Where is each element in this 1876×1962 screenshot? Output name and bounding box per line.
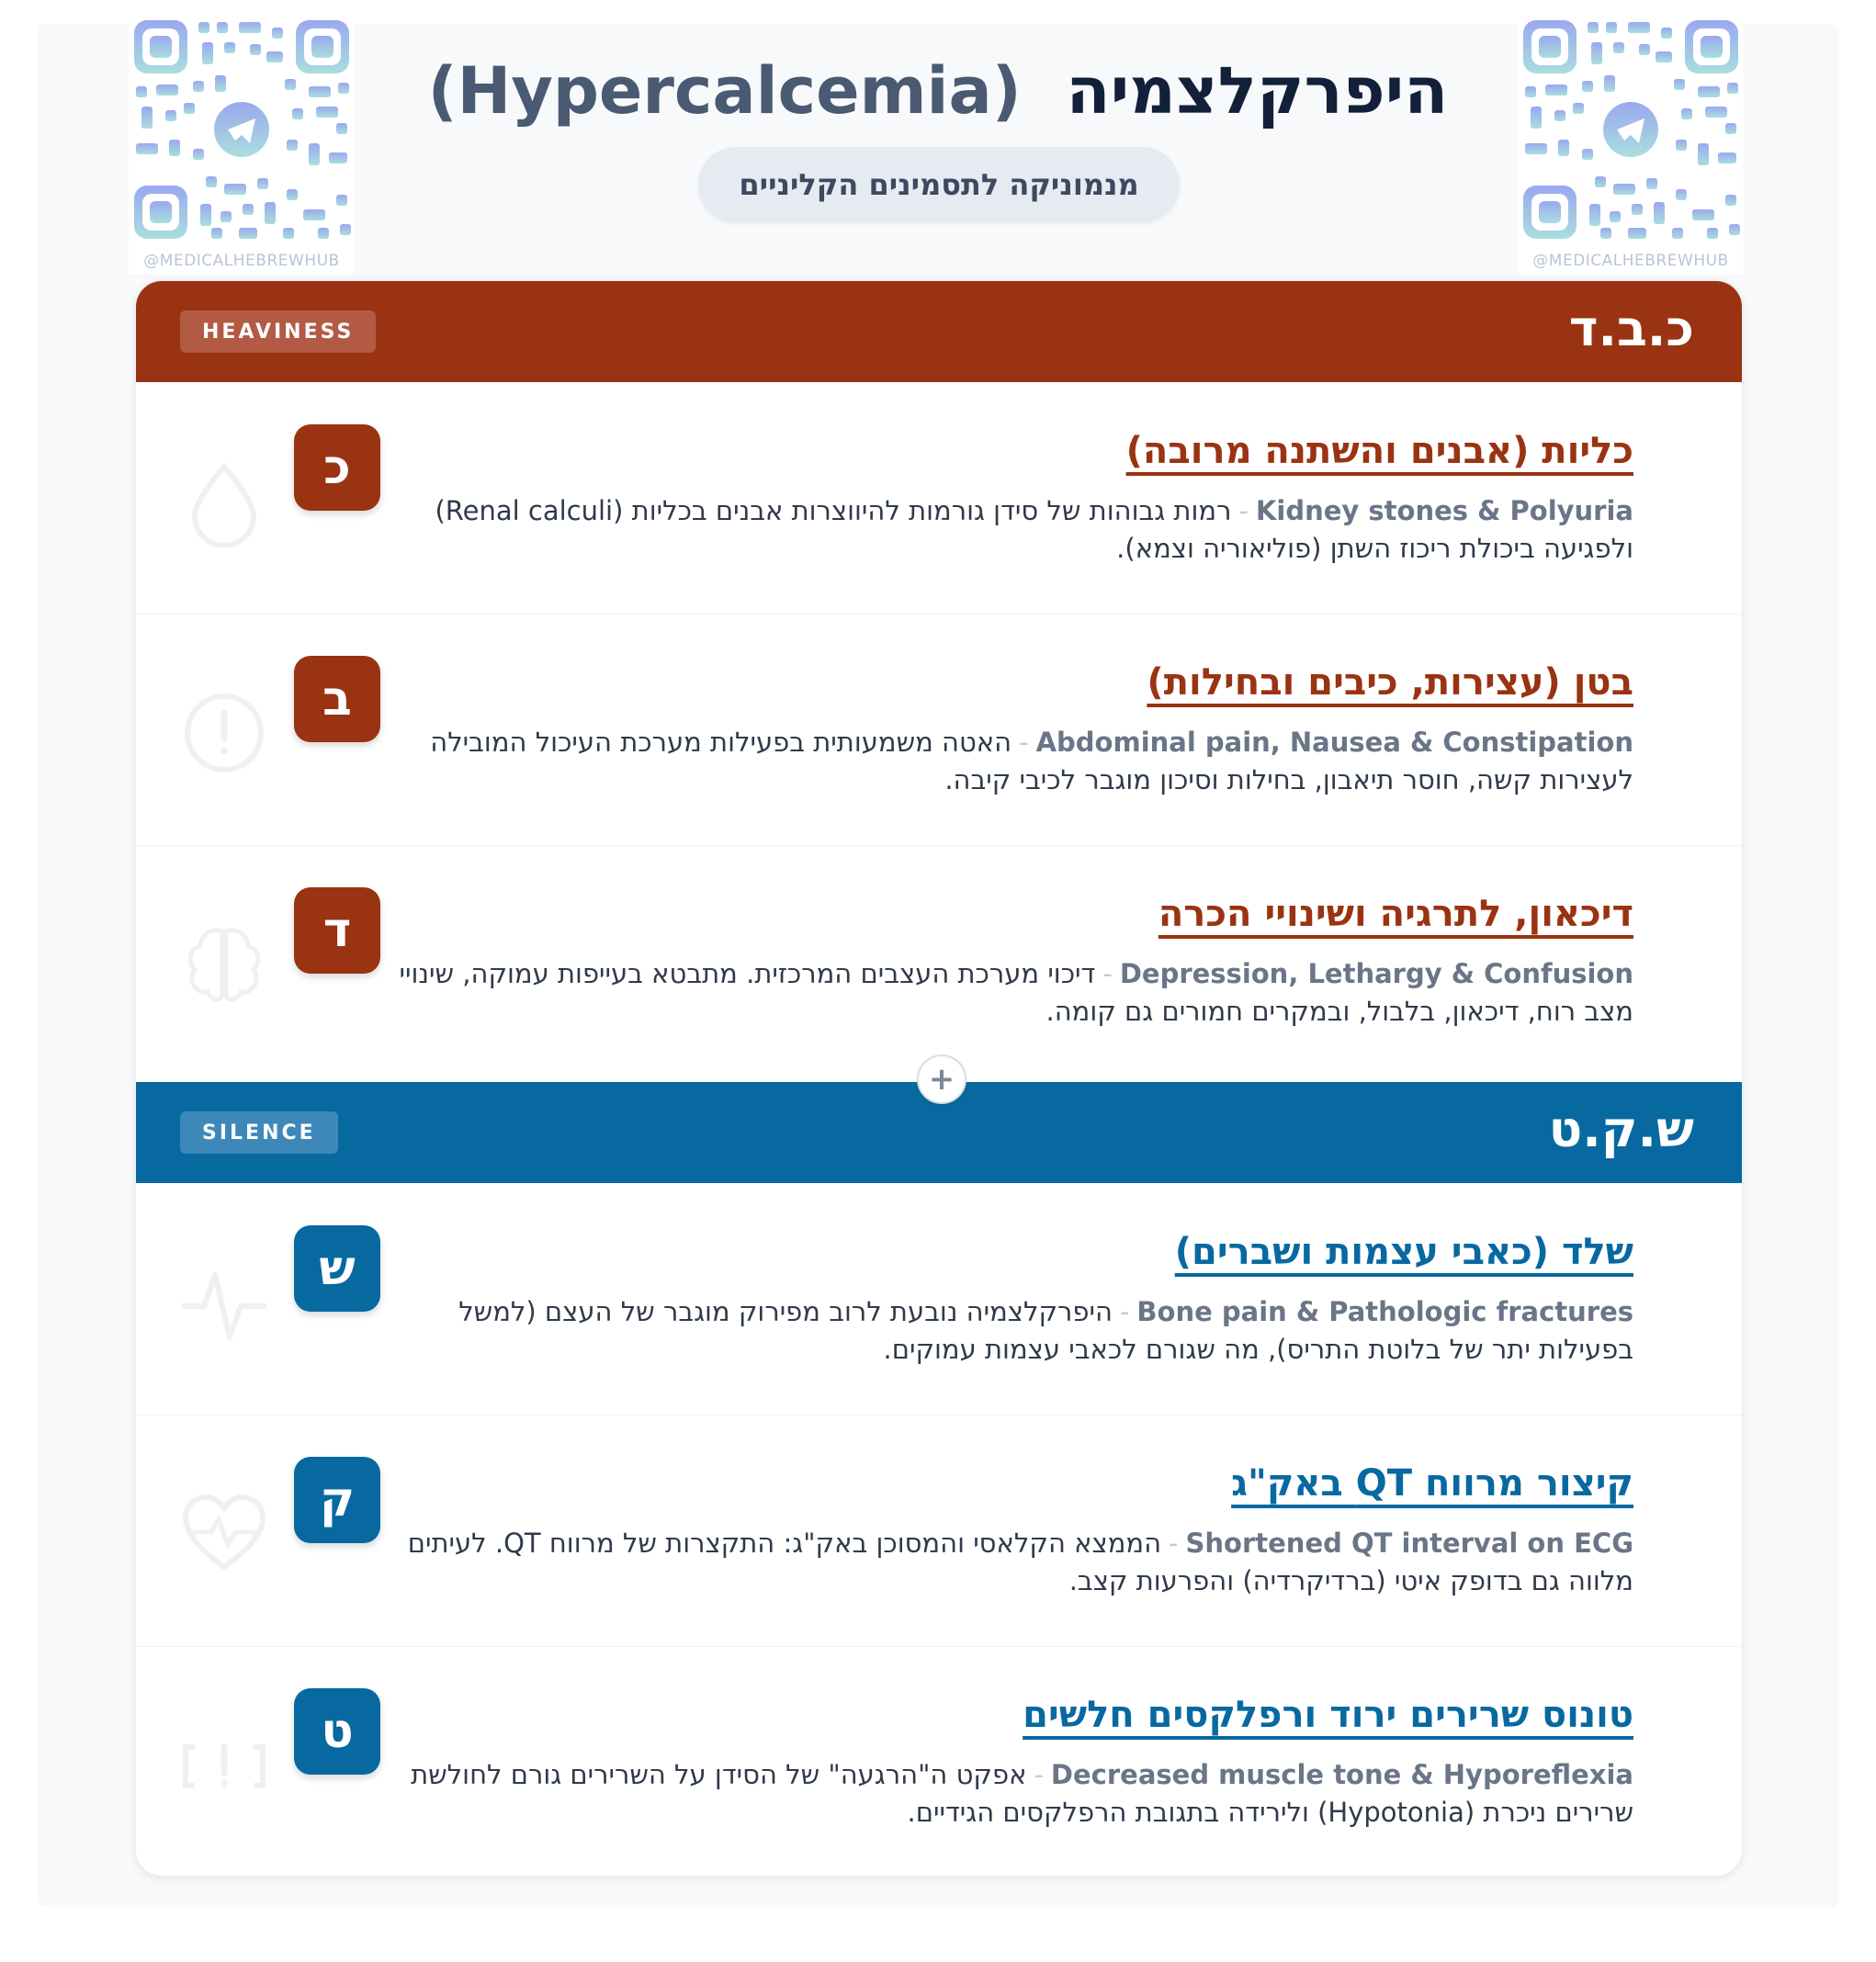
qr-code-left [129, 15, 355, 274]
item-description: Decreased muscle tone & Hyporeflexia-אפקט ה"הרגעה" של הסידן על השרירים גורם לחולשת שרירים ניכרת (Hypotonia) ולירידה בתגובת הרפלקסים הגידיים. [411, 1759, 1633, 1828]
item-description: Depression, Lethargy & Confusion-דיכוי מערכת העצבים המרכזית. מתבטא בעייפות עמוקה, שינויי מצב רוח, דיכאון, בלבול, ובמקרים חמורים גם קומה. [399, 958, 1633, 1027]
item-description: Bone pain & Pathologic fractures-היפרקלצמיה נובעת לרוב מפירוק מוגבר של העצם (למשל בפעילות יתר של בלוטת התריס), מה שגורם לכאבי עצמות עמוקים. [458, 1296, 1633, 1365]
section-tag: HEAVINESS [180, 310, 376, 353]
item-title: כליות (אבנים והשתנה מרובה) [1125, 430, 1633, 472]
letter-badge: ש [294, 1225, 380, 1312]
list-item [136, 382, 1742, 615]
letter-badge: ט [294, 1688, 380, 1775]
list-item [136, 845, 1742, 1077]
item-text: אפקט ה"הרגעה" של הסידן על השרירים גורם לחולשת שרירים ניכרת (Hypotonia) ולירידה בתגובת הרפלקסים הגידיים. [411, 1759, 1633, 1828]
letter-badge: כ [294, 424, 380, 511]
brain-icon [178, 919, 270, 1010]
item-english: Shortened QT interval on ECG [1185, 1528, 1633, 1559]
item-english: Decreased muscle tone & Hyporeflexia [1050, 1759, 1633, 1790]
list-item [136, 1646, 1742, 1876]
section-header-heaviness [136, 281, 1742, 382]
pulse-icon [178, 1257, 270, 1348]
plus-icon: + [917, 1054, 966, 1104]
item-description: Kidney stones & Polyuria-רמות גבוהות של סידן גורמות להיווצרות אבנים בכליות (Renal calculi) ולפגיעה ביכולת ריכוז השתן (פוליאוריה וצמא). [435, 495, 1633, 564]
section-letters: כ.ב.ד [1568, 299, 1694, 357]
item-title: קיצור מרווח QT באק"ג [1231, 1462, 1633, 1505]
item-title: דיכאון, לתרגיה ושינויי הכרה [1158, 893, 1633, 935]
item-title: בטן (עצירות, כיבים ובחילות) [1147, 661, 1633, 704]
item-text: האטה משמעותית בפעילות מערכת העיכול המובילה לעצירות קשה, חוסר תיאבון, בחילות וסיכון מוגבר לכיבי קיבה. [430, 727, 1633, 795]
reflex-icon [178, 1720, 270, 1811]
qr-code-icon [129, 15, 355, 244]
qr-code-right [1518, 15, 1744, 274]
item-description: Shortened QT interval on ECG-הממצא הקלאסי והמסוכן באק"ג: התקצרות של מרווח QT. לעיתים מלווה גם בדופק איטי (ברדיקרדיה) והפרעות קצב. [407, 1528, 1633, 1596]
item-description: Abdominal pain, Nausea & Constipation-האטה משמעותית בפעילות מערכת העיכול המובילה לעצירות קשה, חוסר תיאבון, בחילות וסיכון מוגבר לכיבי קיבה. [430, 727, 1633, 795]
letter-badge: ב [294, 656, 380, 742]
item-text: רמות גבוהות של סידן גורמות להיווצרות אבנים בכליות (Renal calculi) ולפגיעה ביכולת ריכוז השתן (פוליאוריה וצמא). [435, 495, 1633, 564]
letter-badge: ק [294, 1457, 380, 1543]
title-hebrew: היפרקלצמיה [1066, 53, 1449, 129]
alert-circle-icon [178, 687, 270, 779]
subtitle-pill: מנמוניקה לתסמינים הקליניים [698, 147, 1180, 222]
heart-pulse-icon [178, 1488, 270, 1580]
item-english: Bone pain & Pathologic fractures [1136, 1296, 1633, 1327]
section-tag: SILENCE [180, 1111, 338, 1154]
item-english: Kidney stones & Polyuria [1255, 495, 1633, 526]
item-text: הממצא הקלאסי והמסוכן באק"ג: התקצרות של מרווח QT. לעיתים מלווה גם בדופק איטי (ברדיקרדיה) והפרעות קצב. [407, 1528, 1633, 1596]
qr-code-icon [1518, 15, 1744, 244]
item-title: טונוס שרירים ירוד ורפלקסים חלשים [1023, 1694, 1633, 1736]
list-item [136, 1415, 1742, 1647]
qr-caption: @MEDICALHEBREWHUB [143, 252, 340, 270]
list-item [136, 1183, 1742, 1415]
item-text: דיכוי מערכת העצבים המרכזית. מתבטא בעייפות עמוקה, שינויי מצב רוח, דיכאון, בלבול, ובמקרים חמורים גם קומה. [399, 958, 1633, 1027]
letter-badge: ד [294, 887, 380, 974]
qr-caption: @MEDICALHEBREWHUB [1532, 252, 1729, 270]
item-english: Depression, Lethargy & Confusion [1119, 958, 1633, 989]
drop-icon [178, 456, 270, 547]
page-title [367, 53, 1509, 129]
item-english: Abdominal pain, Nausea & Constipation [1035, 727, 1633, 758]
item-title: שלד (כאבי עצמות ושברים) [1174, 1231, 1633, 1273]
section-letters: ש.ק.ט [1548, 1100, 1694, 1158]
list-item [136, 614, 1742, 846]
title-english: (Hypercalcemia) [427, 53, 1022, 129]
item-text: היפרקלצמיה נובעת לרוב מפירוק מוגבר של העצם (למשל בפעילות יתר של בלוטת התריס), מה שגורם לכאבי עצמות עמוקים. [458, 1296, 1633, 1365]
